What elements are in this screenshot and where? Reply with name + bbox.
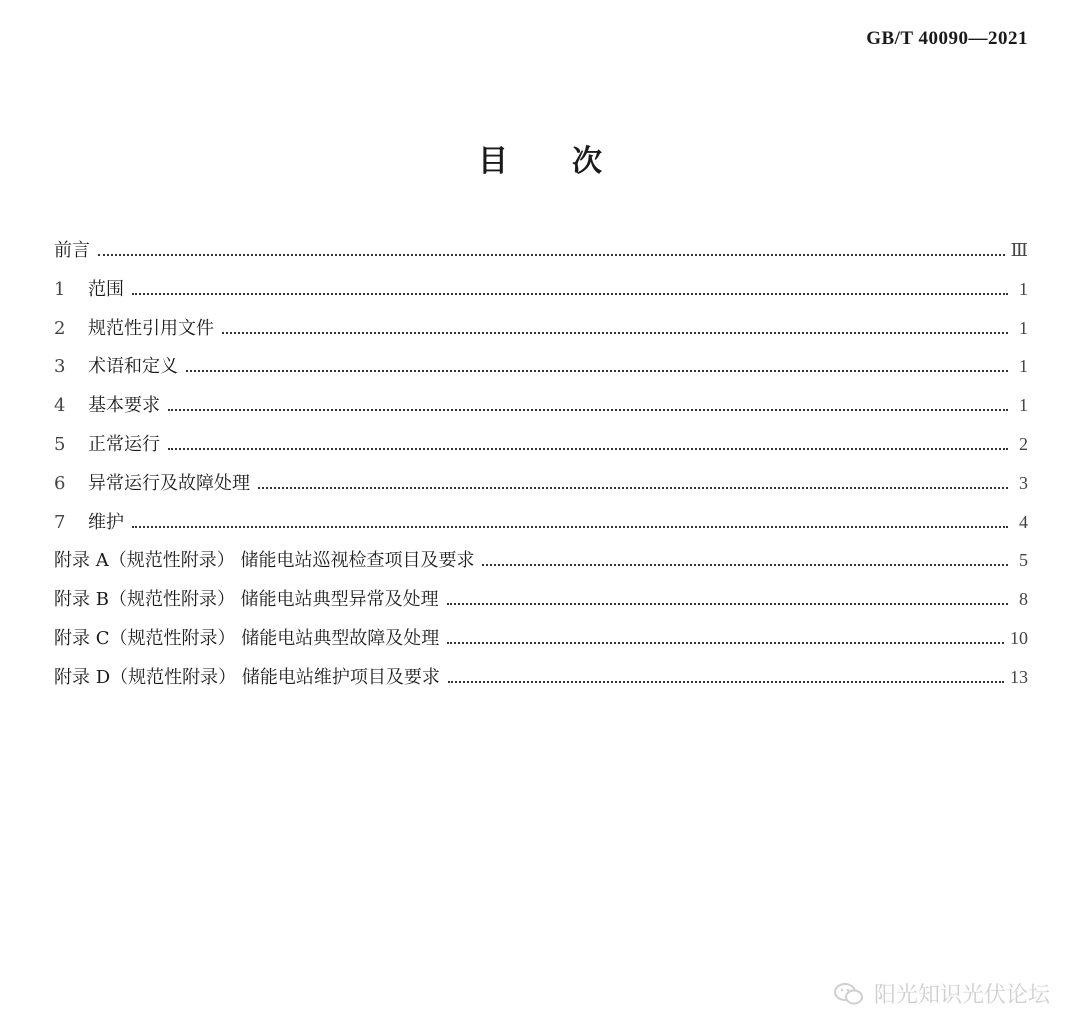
toc-entry-page: 3 — [1019, 472, 1028, 493]
standard-code: GB/T 40090—2021 — [866, 28, 1028, 49]
toc-entry[interactable] — [54, 391, 1028, 430]
toc-entry-page: 1 — [1019, 317, 1028, 338]
toc-entry[interactable] — [54, 585, 1028, 624]
toc-entry-label: 正常运行 — [88, 433, 160, 455]
toc-entry-label: 附录 C（规范性附录） 储能电站典型故障及处理 — [54, 627, 440, 649]
toc-entry[interactable] — [54, 546, 1028, 585]
toc-entry-page: 10 — [1010, 627, 1028, 648]
toc-entry-page: 8 — [1019, 589, 1028, 610]
toc-entry-label: 附录 D（规范性附录） 储能电站维护项目及要求 — [54, 666, 440, 688]
toc-dot-leader — [168, 447, 1008, 450]
toc-dot-leader — [98, 253, 1005, 256]
toc-entry[interactable] — [54, 352, 1028, 391]
toc-entry-page: 2 — [1019, 433, 1028, 454]
toc-entry-number: 3 — [54, 356, 66, 378]
toc-entry-page: Ⅲ — [1010, 240, 1028, 260]
toc-entry[interactable] — [54, 314, 1028, 353]
toc-entry[interactable] — [54, 508, 1028, 547]
toc-dot-leader — [168, 408, 1008, 411]
toc-entry-label: 附录 B（规范性附录） 储能电站典型异常及处理 — [54, 589, 439, 611]
toc-entry[interactable] — [54, 236, 1028, 275]
watermark — [834, 978, 1050, 1009]
toc-dot-leader — [447, 641, 1004, 644]
toc-dot-leader — [222, 331, 1008, 334]
toc-entry-number: 2 — [54, 317, 66, 339]
toc-entry-label: 前言 — [54, 240, 90, 261]
toc-entry-label: 维护 — [88, 511, 124, 533]
toc-entry-number: 5 — [54, 433, 66, 455]
toc-entry-number: 6 — [54, 472, 66, 494]
toc-dot-leader — [447, 602, 1008, 605]
toc-dot-leader — [482, 563, 1008, 566]
toc-entry[interactable] — [54, 430, 1028, 469]
toc-entry-page: 1 — [1019, 356, 1028, 377]
toc-entry-label: 规范性引用文件 — [88, 317, 214, 339]
toc-entry-label: 附录 A（规范性附录） 储能电站巡视检查项目及要求 — [54, 550, 475, 572]
toc-entry-number: 7 — [54, 511, 66, 533]
toc-entry-number: 1 — [54, 278, 66, 300]
toc-dot-leader — [448, 680, 1004, 683]
toc-entry[interactable] — [54, 469, 1028, 508]
wechat-icon — [834, 982, 864, 1006]
toc-entry-label: 基本要求 — [88, 395, 160, 417]
toc-entry-label: 术语和定义 — [88, 356, 178, 378]
toc-entry-page: 1 — [1019, 278, 1028, 299]
toc-dot-leader — [186, 369, 1008, 372]
toc-entry-page: 4 — [1019, 511, 1028, 532]
watermark-text: 阳光知识光伏论坛 — [873, 983, 1050, 1008]
toc-dot-leader — [258, 486, 1008, 489]
toc-entry-label: 异常运行及故障处理 — [88, 472, 250, 494]
toc-entry[interactable] — [54, 275, 1028, 314]
table-of-contents — [54, 236, 1028, 702]
toc-entry[interactable] — [54, 663, 1028, 702]
toc-entry-label: 范围 — [88, 278, 124, 300]
toc-entry-page: 5 — [1019, 550, 1028, 571]
toc-entry-number: 4 — [54, 395, 66, 417]
page-title: 目次 — [478, 144, 666, 179]
toc-entry-page: 1 — [1019, 395, 1028, 416]
toc-dot-leader — [132, 292, 1008, 295]
toc-dot-leader — [132, 525, 1008, 528]
toc-entry-page: 13 — [1010, 666, 1028, 687]
toc-entry[interactable] — [54, 624, 1028, 663]
